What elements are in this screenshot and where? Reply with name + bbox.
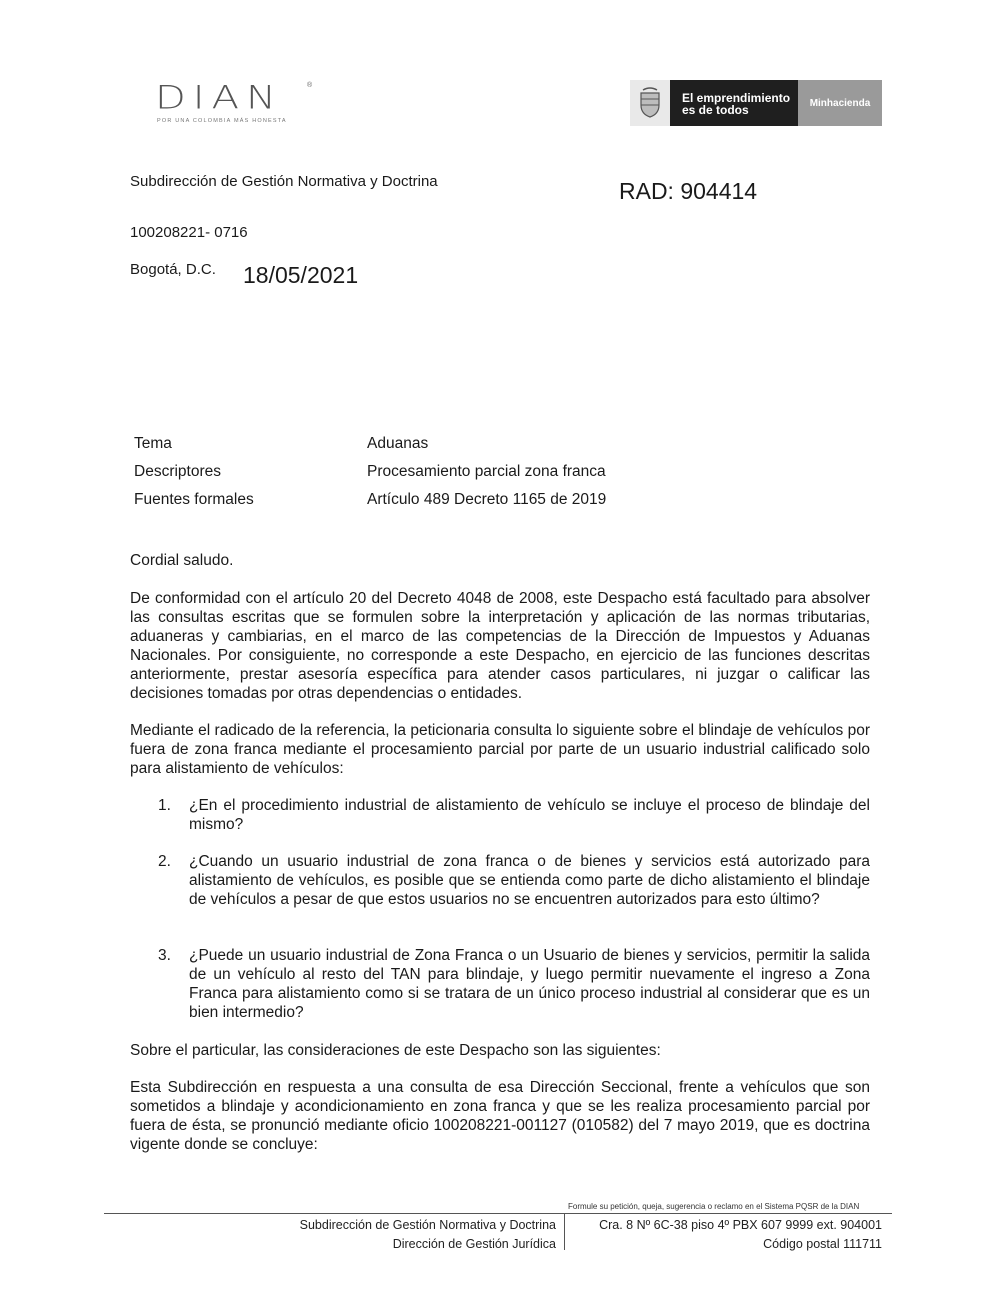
descriptor-value: Procesamiento parcial zona franca [367,463,606,480]
paragraph-competence: De conformidad con el artículo 20 del Decreto 4048 de 2008, este Despacho está facultado para absolver las consultas escritas que se formulen sobre la interpretación y aplicación de las normas tributarias, aduaneras y cambiarias, en el marco de las competencias de la Dirección de Impuestos y Aduanas Nacionales. Por consiguiente, no corresponde a este Despacho, en ejercicio de las funciones descritas anteriormente, prestar asesoría específica para atender casos particulares, ni juzgar o calificar las decisiones tomadas por otras dependencias o entidades. [130,590,870,702]
footer-divider [104,1213,892,1214]
question-text: ¿En el procedimiento industrial de alistamiento de vehículo se incluye el proceso de blindaje del mismo? [189,797,870,833]
dian-tagline: POR UNA COLOMBIA MÁS HONESTA [157,118,287,124]
footer-address [599,1216,882,1254]
dian-logo [155,79,315,128]
ministry-label: Minhacienda [798,80,882,126]
footer-address-line1: Cra. 8 Nº 6C-38 piso 4º PBX 607 9999 ext. 904001 [599,1218,882,1232]
question-text: ¿Puede un usuario industrial de Zona Franca o un Usuario de bienes y servicios, permitir la salida de un vehículo al resto del TAN para blindaje, y luego permitir nuevamente el ingreso a Zona Franca para alistamiento como si se tratara de un único proceso industrial al considerar que es un bien intermedio? [189,947,870,1021]
footer-department-line2: Dirección de Gestión Jurídica [392,1237,556,1251]
rad-number: RAD: 904414 [619,178,758,204]
descriptor-value: Aduanas [367,435,429,452]
question-number: 3. [158,947,171,964]
question-number: 1. [158,797,171,814]
footer-vertical-divider [564,1214,565,1250]
footer-postal-code: Código postal 111711 [763,1237,882,1251]
descriptor-label: Fuentes formales [134,491,254,508]
descriptor-row [134,491,734,509]
paragraph-considerations: Sobre el particular, las consideraciones de este Despacho son las siguientes: [130,1042,661,1059]
document-date: 18/05/2021 [243,262,359,288]
question-item [130,852,870,909]
paragraph-doctrine: Esta Subdirección en respuesta a una consulta de esa Dirección Seccional, frente a vehículos que son sometidos a blindaje y acondicionamiento en zona franca y que se les realiza procesamiento parcial por fuera de ésta, se pronunció mediante oficio 100208221-001127 (010582) del 7 mayo 2019, que es doctrina vigente donde se concluye: [130,1079,870,1153]
question-item [130,946,870,1022]
descriptor-value: Artículo 489 Decreto 1165 de 2019 [367,491,607,508]
footer-department [300,1216,556,1254]
gov-slogan-line2: es de todos [682,103,749,117]
footer-pqsr-note: Formule su petición, queja, sugerencia o reclamo en el Sistema PQSR de la DIAN [568,1202,860,1211]
descriptor-label: Descriptores [134,463,221,480]
gov-slogan [670,80,798,126]
city: Bogotá, D.C. [130,261,216,278]
coat-of-arms-icon [630,80,670,126]
paragraph-query: Mediante el radicado de la referencia, la peticionaria consulta lo siguiente sobre el blindaje de vehículos por fuera de zona franca mediante el procesamiento parcial por parte de un usuario industrial calificado solo para alistamiento de vehículos: [130,722,870,777]
descriptor-label: Tema [134,435,172,452]
government-logo [630,80,882,126]
gov-slogan-line1: El emprendimiento [682,91,791,105]
descriptor-row [134,463,734,481]
descriptor-row [134,435,734,453]
greeting: Cordial saludo. [130,552,234,569]
reference-number: 100208221- 0716 [130,224,248,241]
question-text: ¿Cuando un usuario industrial de zona franca o de bienes y servicios está autorizado para alistamiento de vehículos, es posible que se entienda como parte de dicho alistamiento el blindaje de vehículos a pesar de que estos usuarios no se encuentren autorizados para esto último? [189,853,870,908]
registered-mark: ® [307,82,313,89]
question-number: 2. [158,853,171,870]
footer-department-line1: Subdirección de Gestión Normativa y Doctrina [299,1218,556,1232]
department-heading: Subdirección de Gestión Normativa y Doctrina [130,173,438,190]
dian-logo-text: DIAN [155,79,283,117]
question-item [130,796,870,834]
